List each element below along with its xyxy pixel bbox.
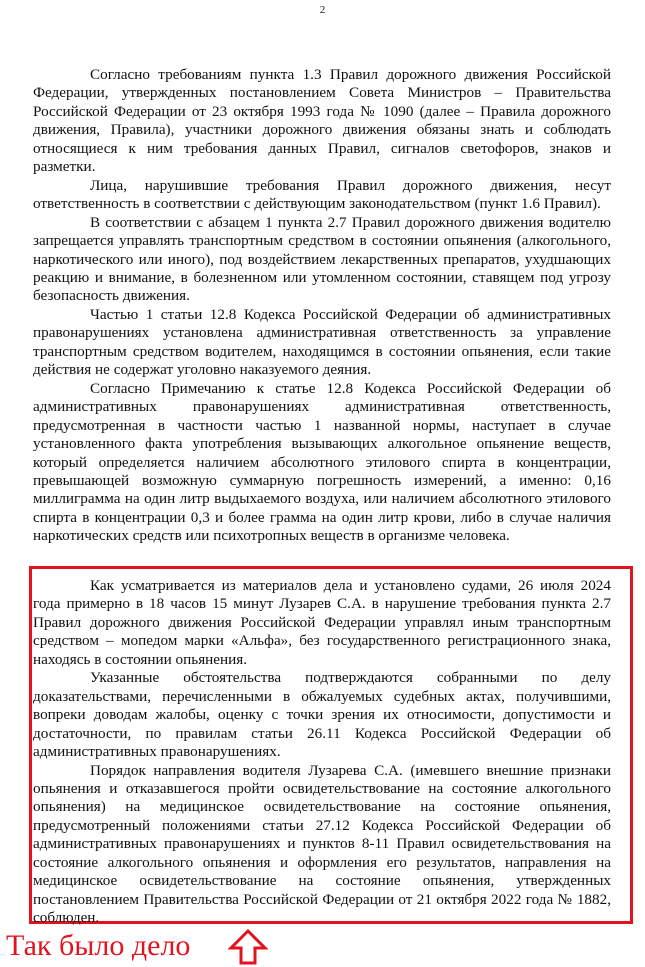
paragraph: В соответствии с абзацем 1 пункта 2.7 Правил дорожного движения водителю запрещается управлять транспортным средством в состоянии опьянения (алкогольного, наркотического или иного), под воздействием лекарственных препаратов, ухудшающих реакцию и внимание, в болезненном или утомленном состоянии, ставящем под угрозу безопасность движения. (33, 213, 611, 305)
paragraph: Порядок направления водителя Лузарева С.А. (имевшего внешние признаки опьянения и отказавшегося пройти освидетельствование на состояние алкогольного опьянения) на медицинское освидетельствование на состояние опьянения, предусмотренный положениями статьи 27.12 Кодекса Российской Федерации об административных правонарушениях и пунктов 8-11 Правил освидетельствования на состояние алкогольного опьянения и оформления его результатов, направления на медицинское освидетельствование на состояние опьянения, утвержденных постановлением Правительства Российской Федерации от 21 октября 2022 года № 1882, соблюден. (33, 761, 611, 927)
paragraph: Согласно требованиям пункта 1.3 Правил дорожного движения Российской Федерации, утвержденных постановлением Совета Министров – Правительства Российской Федерации от 23 октября 1993 года № 1090 (далее – Правила дорожного движения, Правила), участники дорожного движения обязаны знать и соблюдать относящиеся к ним требования данных Правил, сигналов светофоров, знаков и разметки. (33, 66, 611, 176)
body-text (33, 66, 611, 546)
annotation-caption: Так было дело (6, 929, 191, 962)
paragraph: Как усматривается из материалов дела и установлено судами, 26 июля 2024 года примерно в 18 часов 15 минут Лузарев С.А. в нарушение требования пункта 2.7 Правил дорожного движения Российской Федерации управлял иным транспортным средством – мопедом марки «Альфа», без государственного регистрационного знака, находясь в состоянии опьянения. (33, 577, 611, 668)
paragraph: Согласно Примечанию к статье 12.8 Кодекса Российской Федерации об административных правонарушениях административная ответственность, предусмотренная в частности частью 1 названной нормы, наступает в случае установленного факта употребления вызывающих алкогольное опьянение веществ, который определяется наличием абсолютного этилового спирта в концентрации, превышающей возможную суммарную погрешность измерений, а именно: 0,16 миллиграмма на один литр выдыхаемого воздуха, или наличием абсолютного этилового спирта в концентрации 0,3 и более грамма на один литр крови, либо в случае наличия наркотических средств или психотропных веществ в организме человека. (33, 379, 611, 545)
highlighted-text (33, 577, 611, 928)
up-arrow-icon (228, 928, 268, 966)
paragraph: Указанные обстоятельства подтверждаются собранными по делу доказательствами, перечисленными в обжалуемых судебных актах, получившими, вопреки доводам жалобы, оценку с точки зрения их относимости, допустимости и достаточности, по правилам статьи 26.11 Кодекса Российской Федерации об административных правонарушениях. (33, 669, 611, 761)
paragraph: Частью 1 статьи 12.8 Кодекса Российской Федерации об административных правонарушениях установлена административная ответственность за управление транспортным средством водителем, находящимся в состоянии опьянения, если такие действия не содержат уголовно наказуемого деяния. (33, 305, 611, 379)
page-number: 2 (319, 4, 326, 16)
paragraph: Лица, нарушившие требования Правил дорожного движения, несут ответственность в соответствии с действующим законодательством (пункт 1.6 Правил). (33, 176, 611, 213)
